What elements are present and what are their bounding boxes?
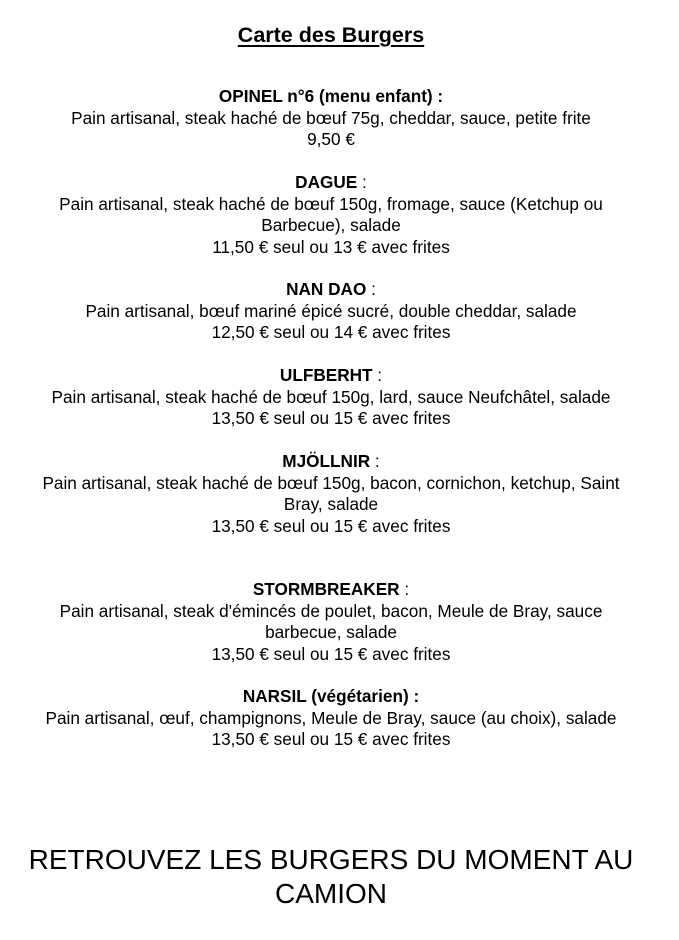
burger-heading [0,172,662,194]
burger-price: 13,50 € seul ou 15 € avec frites [211,515,451,536]
burger-name: MJÖLLNIR [282,451,371,471]
burger-name: OPINEL n°6 (menu enfant) : [218,86,444,106]
burger-heading [0,279,662,301]
burger-description: Pain artisanal, steak d'émincés de poulet, bacon, Meule de Bray, sauce barbecue, salade [59,600,603,642]
burger-name-suffix: : [366,279,376,299]
burger-name: STORMBREAKER [252,579,400,599]
page-title: Carte des Burgers [237,23,425,47]
burger-description: Pain artisanal, steak haché de bœuf 150g, fromage, sauce (Ketchup ou Barbecue), salade [59,193,603,235]
burger-name: NARSIL (végétarien) : [242,686,420,706]
burger-price: 12,50 € seul ou 14 € avec frites [211,322,451,342]
burger-description: Pain artisanal, steak haché de bœuf 150g, lard, sauce Neufchâtel, salade [51,386,611,407]
burger-heading [0,365,662,387]
burger-item-opinel [0,86,662,151]
burger-price: 13,50 € seul ou 15 € avec frites [211,408,451,428]
burger-description: Pain artisanal, œuf, champignons, Meule de Bray, sauce (au choix), salade [45,707,617,728]
burger-price: 11,50 € seul ou 13 € avec frites [212,236,450,257]
burger-description: Pain artisanal, steak haché de bœuf 75g, cheddar, sauce, petite frite [71,107,591,128]
burger-name: ULFBERHT [279,365,373,385]
burger-price: 9,50 € [307,129,355,149]
burger-name: NAN DAO [286,279,367,299]
burger-price: 13,50 € seul ou 15 € avec frites [211,729,451,749]
burger-heading [0,579,662,601]
burger-name-suffix: : [370,451,380,471]
burger-item-nan-dao [0,279,662,344]
burger-item-stormbreaker [0,579,662,665]
burger-name-suffix: : [399,579,410,599]
burger-item-dague [0,172,662,258]
burger-heading [0,451,662,473]
burger-description: Pain artisanal, steak haché de bœuf 150g, bacon, cornichon, ketchup, Saint Bray, salade [42,472,620,514]
burger-description: Pain artisanal, bœuf mariné épicé sucré, double cheddar, salade [85,300,577,321]
burger-heading [0,686,662,708]
burger-item-mjollnir [0,451,662,537]
burger-name: DAGUE [295,172,358,192]
burger-heading [0,86,662,108]
footer-announcement: RETROUVEZ LES BURGERS DU MOMENT AU CAMION [28,844,634,909]
burger-name-suffix: : [372,365,383,385]
burger-name-suffix: : [357,172,367,192]
burger-price: 13,50 € seul ou 15 € avec frites [211,643,451,664]
burger-item-narsil [0,686,662,751]
burger-item-ulfberht [0,365,662,430]
